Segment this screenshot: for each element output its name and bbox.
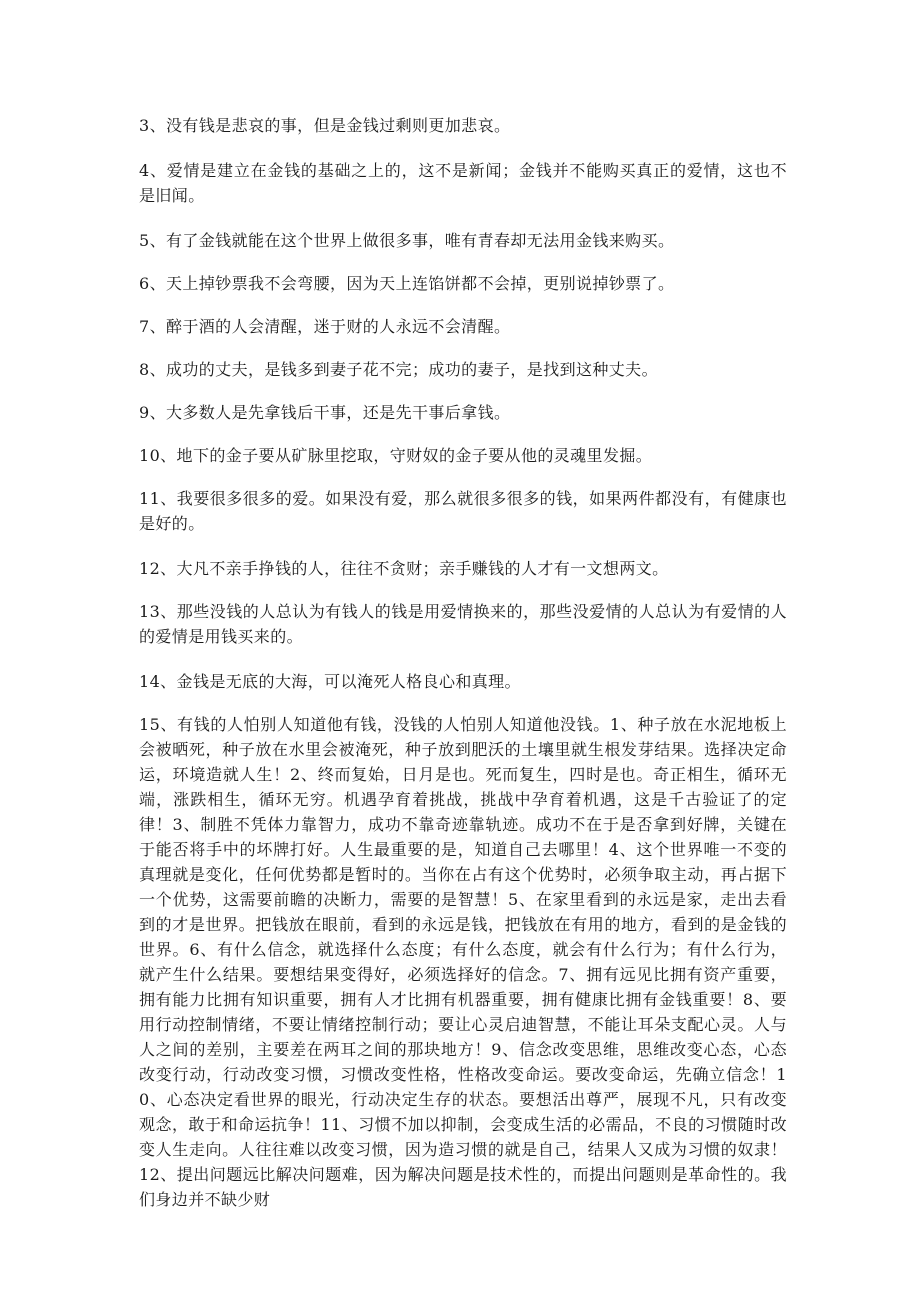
paragraph-12: 12、大凡不亲手挣钱的人，往往不贪财；亲手赚钱的人才有一文想两文。 [139, 559, 669, 578]
paragraph-5: 5、有了金钱就能在这个世界上做很多事，唯有青春却无法用金钱来购买。 [139, 231, 675, 250]
paragraph-14: 14、金钱是无底的大海，可以淹死人格良心和真理。 [139, 672, 521, 691]
paragraph-10: 10、地下的金子要从矿脉里挖取，守财奴的金子要从他的灵魂里发掘。 [139, 446, 653, 465]
paragraph-4: 4、爱情是建立在金钱的基础之上的，这不是新闻；金钱并不能购买真正的爱情，这也不是旧闻。 [139, 161, 787, 205]
paragraph-15: 15、有钱的人怕别人知道他有钱，没钱的人怕别人知道他没钱。1、种子放在水泥地板上会被晒死，种子放在水里会被淹死，种子放到肥沃的土壤里就生根发芽结果。选择决定命运，环境造就人生！2、终而复始，日月是也。死而复生，四时是也。奇正相生，循环无端，涨跌相生，循环无穷。机遇孕育着挑战，挑战中孕育着机遇，这是千古验证了的定律！3、制胜不凭体力靠智力，成功不靠奇迹靠轨迹。成功不在于是否拿到好牌，关键在于能否将手中的坏牌打好。人生最重要的是，知道自己去哪里！4、这个世界唯一不变的真理就是变化，任何优势都是暂时的。当你在占有这个优势时，必须争取主动，再占据下一个优势，这需要前瞻的决断力，需要的是智慧！5、在家里看到的永远是家，走出去看到的才是世界。把钱放在眼前，看到的永远是钱，把钱放在有用的地方，看到的是金钱的世界。6、有什么信念，就选择什么态度；有什么态度，就会有什么行为；有什么行为，就产生什么结果。要想结果变得好，必须选择好的信念。7、拥有远见比拥有资产重要，拥有能力比拥有知识重要，拥有人才比拥有机器重要，拥有健康比拥有金钱重要！8、要用行动控制情绪，不要让情绪控制行动；要让心灵启迪智慧，不能让耳朵支配心灵。人与人之间的差别，主要差在两耳之间的那块地方！9、信念改变思维，思维改变心态，心态改变行动，行动改变习惯，习惯改变性格，性格改变命运。要改变命运，先确立信念！10、心态决定看世界的眼光，行动决定生存的状态。要想活出尊严，展现不凡，只有改变观念，敢于和命运抗争！11、习惯不加以抑制，会变成生活的必需品，不良的习惯随时改变人生走向。人往往难以改变习惯，因为造习惯的就是自己，结果人又成为习惯的奴隶！12、提出问题远比解决问题难，因为解决问题是技术性的，而提出问题则是革命性的。我们身边并不缺少财 [139, 715, 787, 1209]
paragraph-7: 7、醉于酒的人会清醒，迷于财的人永远不会清醒。 [139, 317, 511, 336]
paragraph-11: 11、我要很多很多的爱。如果没有爱，那么就很多很多的钱，如果两件都没有，有健康也是好的。 [139, 489, 787, 533]
paragraph-8: 8、成功的丈夫，是钱多到妻子花不完；成功的妻子，是找到这种丈夫。 [139, 360, 658, 379]
paragraph-13: 13、那些没钱的人总认为有钱人的钱是用爱情换来的，那些没爱情的人总认为有爱情的人的爱情是用钱买来的。 [139, 602, 787, 646]
paragraph-6: 6、天上掉钞票我不会弯腰，因为天上连馅饼都不会掉，更别说掉钞票了。 [139, 274, 675, 293]
paragraph-3: 3、没有钱是悲哀的事，但是金钱过剩则更加悲哀。 [139, 116, 511, 135]
paragraph-9: 9、大多数人是先拿钱后干事，还是先干事后拿钱。 [139, 403, 511, 422]
